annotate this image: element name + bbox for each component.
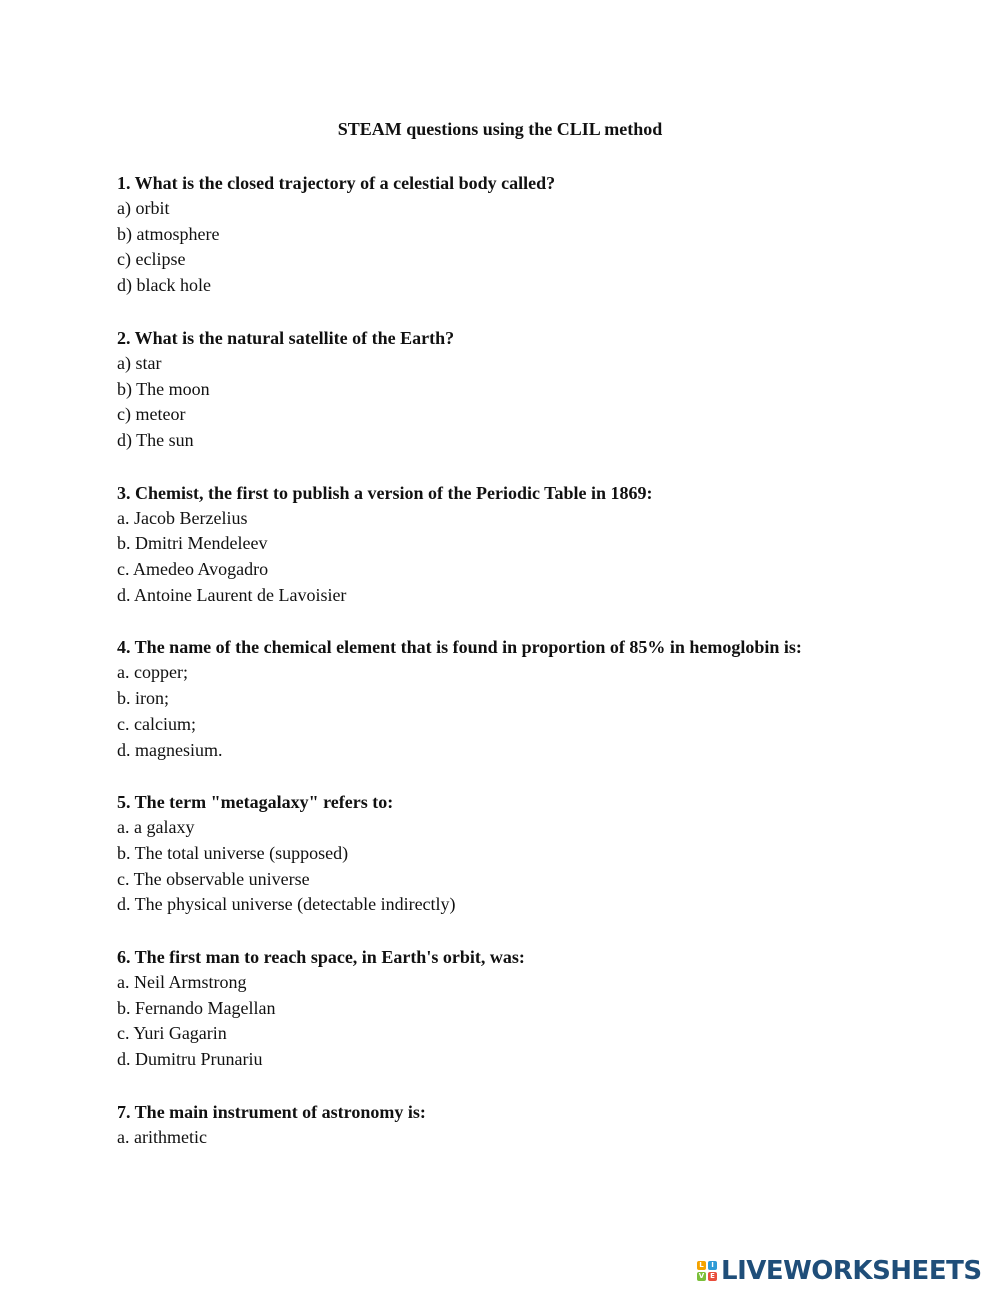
answer-option: a. a galaxy bbox=[117, 817, 195, 838]
answer-option: c) meteor bbox=[117, 404, 186, 425]
question-4 bbox=[117, 634, 977, 763]
question-text: 7. The main instrument of astronomy is: bbox=[117, 1101, 426, 1122]
page-title: STEAM questions using the CLIL method bbox=[337, 119, 663, 139]
question-text: 6. The first man to reach space, in Earth's orbit, was: bbox=[117, 947, 525, 968]
answer-option: a. Neil Armstrong bbox=[117, 972, 247, 993]
question-5 bbox=[117, 789, 977, 918]
question-list bbox=[117, 170, 977, 1177]
question-text: 1. What is the closed trajectory of a celestial body called? bbox=[117, 173, 556, 193]
answer-option: a. arithmetic bbox=[117, 1126, 207, 1147]
question-1 bbox=[117, 170, 977, 299]
question-text: 2. What is the natural satellite of the Earth? bbox=[117, 327, 455, 348]
answer-option: a. copper; bbox=[117, 662, 188, 683]
question-3 bbox=[117, 480, 977, 609]
answer-option: a. Jacob Berzelius bbox=[117, 507, 248, 528]
answer-option: a) orbit bbox=[117, 198, 170, 218]
answer-option: b. Dmitri Mendeleev bbox=[117, 533, 268, 554]
answer-option: b) atmosphere bbox=[117, 223, 220, 244]
answer-option: c) eclipse bbox=[117, 249, 186, 270]
answer-option: b. The total universe (supposed) bbox=[117, 842, 349, 863]
liveworksheets-logo bbox=[697, 1256, 982, 1286]
answer-option: c. Yuri Gagarin bbox=[117, 1023, 227, 1044]
answer-option: d) black hole bbox=[117, 275, 211, 296]
answer-option: c. The observable universe bbox=[117, 868, 310, 889]
logo-text: LIVEWORKSHEETS bbox=[721, 1256, 982, 1286]
logo-square: L bbox=[697, 1261, 706, 1270]
logo-square: V bbox=[698, 1272, 705, 1280]
question-7 bbox=[117, 1099, 977, 1151]
answer-option: a) star bbox=[117, 352, 162, 373]
answer-option: d) The sun bbox=[117, 429, 194, 450]
answer-option: b) The moon bbox=[117, 378, 210, 399]
answer-option: d. Antoine Laurent de Lavoisier bbox=[117, 584, 347, 605]
question-text: 4. The name of the chemical element that is found in proportion of 85% in hemoglobin is: bbox=[117, 637, 802, 658]
answer-option: c. calcium; bbox=[117, 713, 196, 734]
answer-option: d. Dumitru Prunariu bbox=[117, 1049, 263, 1070]
question-text: 3. Chemist, the first to publish a version of the Periodic Table in 1869: bbox=[117, 482, 653, 503]
logo-square: I bbox=[708, 1261, 717, 1270]
answer-option: b. Fernando Magellan bbox=[117, 997, 276, 1018]
answer-option: b. iron; bbox=[117, 688, 169, 709]
question-6 bbox=[117, 944, 977, 1073]
logo-icon bbox=[697, 1261, 717, 1281]
logo-square: E bbox=[708, 1272, 717, 1281]
answer-option: c. Amedeo Avogadro bbox=[117, 559, 269, 580]
question-text: 5. The term "metagalaxy" refers to: bbox=[117, 792, 394, 813]
answer-option: d. magnesium. bbox=[117, 739, 223, 760]
question-2 bbox=[117, 325, 977, 454]
answer-option: d. The physical universe (detectable indirectly) bbox=[117, 894, 456, 915]
